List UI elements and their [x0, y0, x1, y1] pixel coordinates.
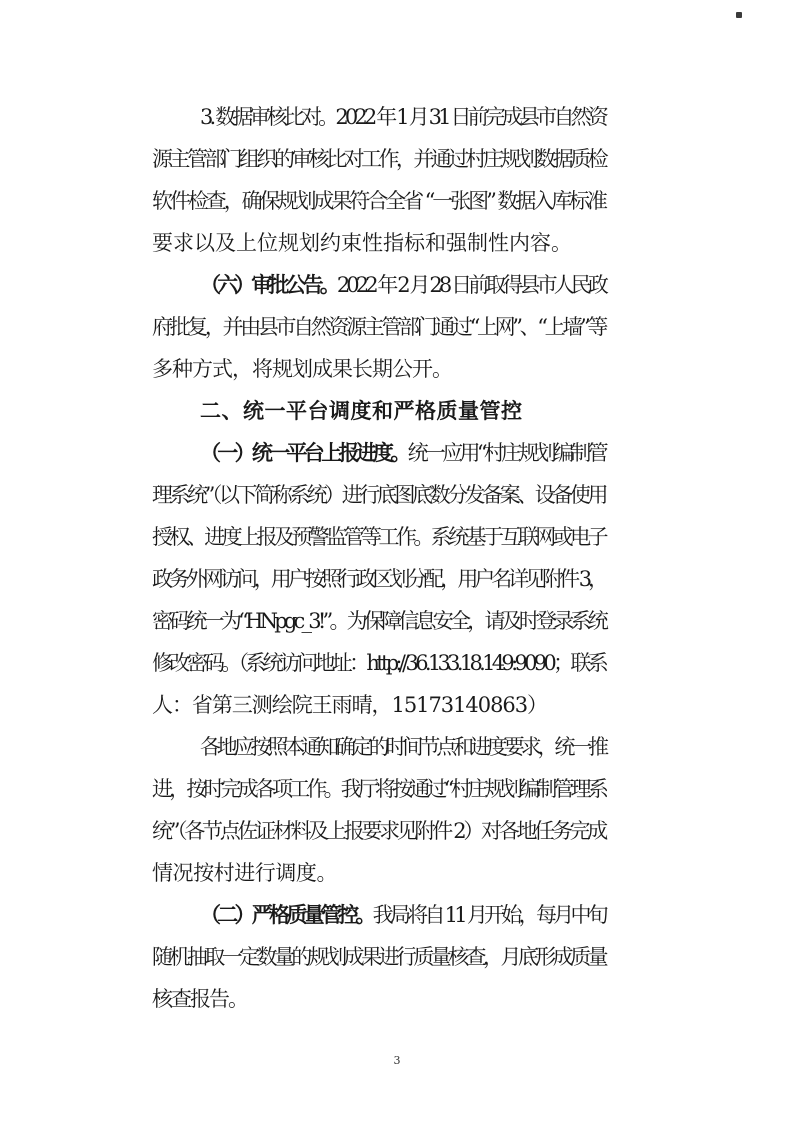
body-text: 政务外网访问，用户按照行政区划分配，用户名详见附件 3，: [152, 567, 605, 591]
body-text: 理系统”（以下简称系统）进行底图底数分发备案、设备使用: [152, 483, 605, 507]
bold-heading-text: 二、统一平台调度和严格质量管控: [200, 398, 523, 423]
paragraph-line: [152, 566, 605, 592]
body-text: 2022 年 2 月 28 日前取得县市人民政: [336, 273, 606, 297]
paragraph-line: [200, 902, 605, 928]
paragraph-line: [152, 188, 605, 214]
paragraph-line: [152, 944, 605, 970]
body-text: 情况按村进行调度。: [152, 861, 337, 885]
paragraph-line: [152, 230, 572, 256]
bold-heading-text: （二）严格质量管控。: [200, 902, 373, 927]
paragraph-line: [152, 524, 605, 550]
paragraph-line: [152, 314, 605, 340]
paragraph-line: [200, 734, 605, 760]
body-text: 进，按时完成各项工作。我厅将按通过“村庄规划编制管理系: [152, 777, 605, 801]
bold-heading-text: （六）审批公告。: [200, 272, 337, 297]
body-text: 软件检查，确保规划成果符合全省 “一张图” 数据入库标准: [152, 189, 605, 213]
body-text: 修改密码。（系统访问地址：http://36.133.18.149:9090；联系: [152, 651, 605, 675]
paragraph-line: [152, 146, 605, 172]
body-text: 要求以及上位规划约束性指标和强制性内容。: [152, 231, 572, 255]
body-text: 多种方式，将规划成果长期公开。: [152, 357, 452, 381]
paragraph-line: [152, 482, 605, 508]
paragraph-line: [152, 356, 452, 382]
body-text: 我局将自 11 月开始，每月中旬: [372, 903, 606, 927]
paragraph-line: [152, 860, 337, 886]
body-text: 府批复，并由县市自然资源主管部门通过“上网”、“上墙”等: [152, 315, 605, 339]
body-text: 授权、进度上报及预警监管等工作。系统基于互联网或电子: [152, 525, 605, 549]
paragraph-line: [152, 986, 247, 1012]
paragraph-line: [152, 776, 605, 802]
body-text: 源主管部门组织的审核比对工作，并通过村庄规划数据质检: [152, 147, 605, 171]
page-number: 3: [393, 1054, 401, 1067]
body-text: 各地应按照本通知确定的时间节点和进度要求，统一推: [200, 735, 605, 759]
body-text: 人：省第三测绘院王雨晴，15173140863）: [152, 693, 547, 717]
paragraph-line: [200, 398, 523, 424]
scan-mark: [736, 12, 742, 18]
body-text: 统”（各节点佐证材料及上报要求见附件 2）对各地任务完成: [152, 819, 605, 843]
paragraph-line: [200, 272, 605, 298]
body-text: 随机抽取一定数量的规划成果进行质量核查，月底形成质量: [152, 945, 605, 969]
body-text: 密码统一为“HNpgc_3!”。为保障信息安全，请及时登录系统: [152, 609, 605, 633]
body-text: 核查报告。: [152, 987, 247, 1011]
paragraph-line: [200, 104, 605, 130]
paragraph-line: [200, 440, 605, 466]
body-text: 统一应用“村庄规划编制管: [407, 441, 605, 465]
paragraph-line: [152, 692, 547, 718]
paragraph-line: [152, 650, 605, 676]
paragraph-line: [152, 818, 605, 844]
body-text: 3. 数据审核比对。2022 年 1 月 31 日前完成县市自然资: [200, 105, 605, 129]
bold-heading-text: （一）统一平台上报进度。: [200, 440, 408, 465]
paragraph-line: [152, 608, 605, 634]
